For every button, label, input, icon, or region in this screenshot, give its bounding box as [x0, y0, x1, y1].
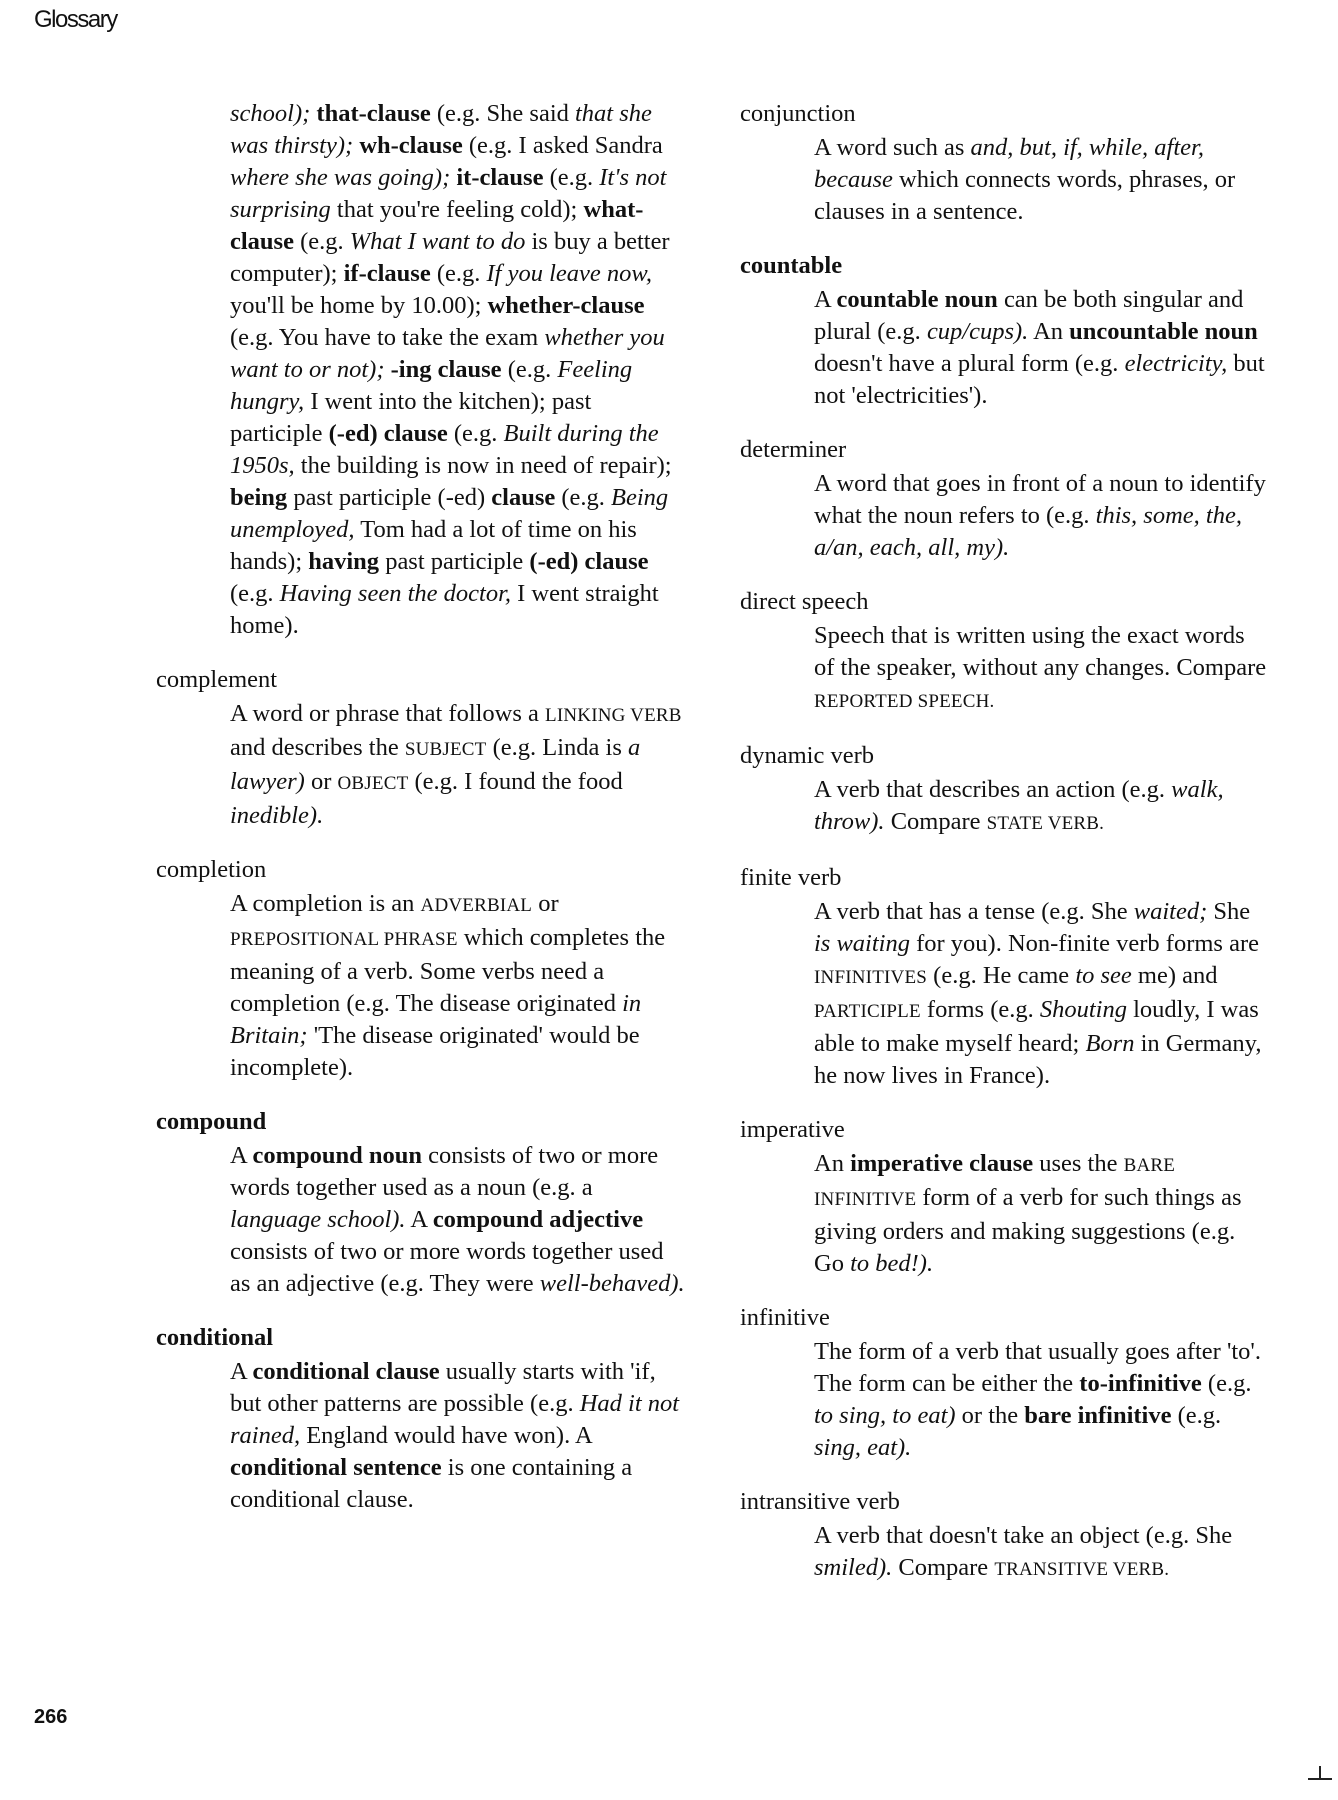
term-intransitive-verb: intransitive verb	[740, 1488, 900, 1515]
page-number: 266	[34, 1706, 68, 1728]
term-direct-speech: direct speech	[740, 588, 869, 615]
entry-countable	[740, 250, 1270, 412]
right-column	[740, 98, 1270, 1608]
definition-imperative: An imperative clause uses the BARE INFINITIVE form of a verb for such things as giving orders and making suggestions (e.g. Go to bed!).	[814, 1150, 1242, 1277]
entry-conditional	[156, 1322, 686, 1516]
entry-compound	[156, 1106, 686, 1300]
definition-conditional: A conditional clause usually starts with 'if, but other patterns are possible (e.g. Had it not rained, England would have won). A conditional sentence is one containing a conditional clause.	[230, 1358, 680, 1513]
entry-direct-speech	[740, 586, 1270, 718]
definition-conjunction: A word such as and, but, if, while, after, because which connects words, phrases, or clauses in a sentence.	[814, 134, 1236, 225]
entry-infinitive	[740, 1302, 1270, 1464]
entry-intransitive-verb	[740, 1486, 1270, 1586]
term-determiner: determiner	[740, 436, 847, 463]
definition-countable: A countable noun can be both singular and plural (e.g. cup/cups). An uncountable noun doesn't have a plural form (e.g. electricity, but not 'electricities').	[814, 286, 1265, 409]
definition-intransitive-verb: A verb that doesn't take an object (e.g. She smiled). Compare TRANSITIVE VERB.	[814, 1522, 1233, 1581]
entry-complement	[156, 664, 686, 832]
term-dynamic-verb: dynamic verb	[740, 742, 875, 769]
term-imperative: imperative	[740, 1116, 845, 1143]
definition-determiner: A word that goes in front of a noun to identify what the noun refers to (e.g. this, some, the, a/an, each, all, my).	[814, 470, 1266, 561]
definition-complement: A word or phrase that follows a LINKING VERB and describes the SUBJECT (e.g. Linda is a lawyer) or OBJECT (e.g. I found the food inedible).	[230, 700, 682, 829]
definition-finite-verb: A verb that has a tense (e.g. She waited; She is waiting for you). Non-finite verb forms are INFINITIVES (e.g. He came to see me) and PARTICIPLE forms (e.g. Shouting loudly, I was able to make myself heard; Born in Germany, he now lives in France).	[814, 898, 1262, 1089]
entry-clause-continuation	[156, 98, 686, 642]
entry-finite-verb	[740, 862, 1270, 1092]
definition-completion: A completion is an ADVERBIAL or PREPOSITIONAL PHRASE which completes the meaning of a verb. Some verbs need a completion (e.g. The disease originated in Britain; 'The disease originated' would be incomplete).	[230, 890, 666, 1081]
entry-conjunction	[740, 98, 1270, 228]
term-compound: compound	[156, 1108, 267, 1135]
entry-completion	[156, 854, 686, 1084]
definition: school); that-clause (e.g. She said that she was thirsty); wh-clause (e.g. I asked Sandra where she was going); it-clause (e.g. It's not surprising that you're feeling cold); what-clause (e.g. What I want to do is buy a better computer); if-clause (e.g. If you leave now, you'll be home by 10.00); whether-clause (e.g. You have to take the exam whether you want to or not); -ing clause (e.g. Feeling hungry, I went into the kitchen); past participle (-ed) clause (e.g. Built during the 1950s, the building is now in need of repair); being past participle (-ed) clause (e.g. Being unemployed, Tom had a lot of time on his hands); having past participle (-ed) clause (e.g. Having seen the doctor, I went straight home).	[230, 100, 672, 639]
term-completion: completion	[156, 856, 267, 883]
term-countable: countable	[740, 252, 843, 279]
entry-dynamic-verb	[740, 740, 1270, 840]
running-head: Glossary	[34, 6, 117, 33]
entry-imperative	[740, 1114, 1270, 1280]
term-conjunction: conjunction	[740, 100, 856, 127]
entry-determiner	[740, 434, 1270, 564]
term-infinitive: infinitive	[740, 1304, 830, 1331]
term-conditional: conditional	[156, 1324, 274, 1351]
left-column	[156, 98, 686, 1538]
definition-direct-speech: Speech that is written using the exact words of the speaker, without any changes. Compare REPORTED SPEECH.	[814, 622, 1267, 712]
term-complement: complement	[156, 666, 278, 693]
definition-dynamic-verb: A verb that describes an action (e.g. walk, throw). Compare STATE VERB.	[814, 776, 1224, 835]
crop-mark	[1308, 1778, 1332, 1780]
definition-infinitive: The form of a verb that usually goes after 'to'. The form can be either the to-infinitive (e.g. to sing, to eat) or the bare infinitive (e.g. sing, eat).	[814, 1338, 1261, 1461]
term-finite-verb: finite verb	[740, 864, 842, 891]
definition-compound: A compound noun consists of two or more words together used as a noun (e.g. a language school). A compound adjective consists of two or more words together used as an adjective (e.g. They were well-behaved).	[230, 1142, 685, 1297]
